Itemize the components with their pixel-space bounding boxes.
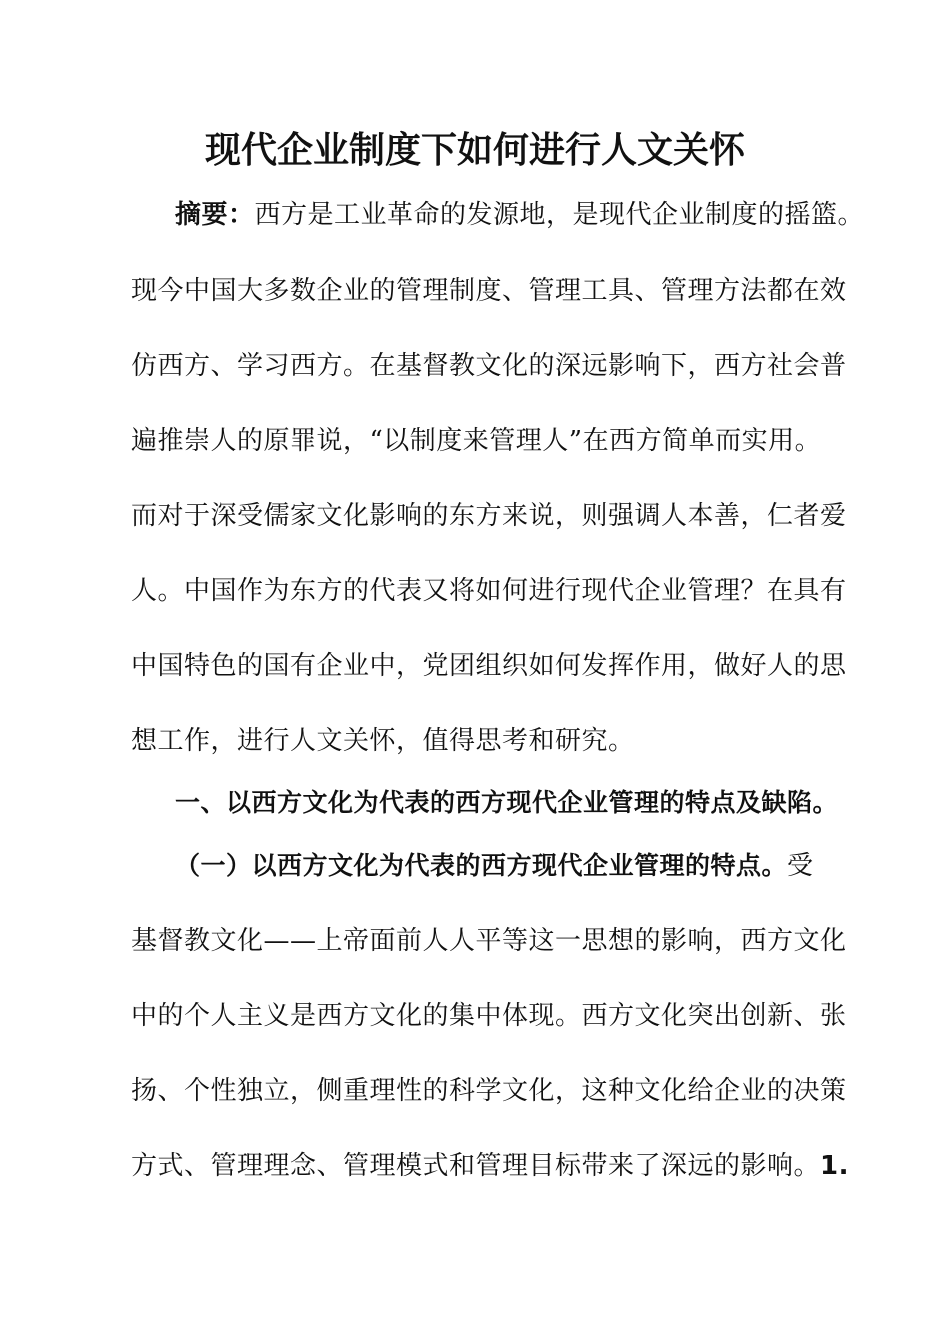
- abstract-line: 中国特色的国有企业中，党团组织如何发挥作用，做好人的思: [131, 651, 847, 681]
- subsection-first-tail: 受: [787, 851, 814, 881]
- abstract-label: 摘要：: [175, 200, 255, 230]
- body-line-last: [131, 1148, 849, 1184]
- document-title: 现代企业制度下如何进行人文关怀: [204, 130, 745, 171]
- abstract-line: 现今中国大多数企业的管理制度、管理工具、管理方法都在效: [131, 276, 847, 306]
- subsection-heading: （一）以西方文化为代表的西方现代企业管理的特点。: [175, 851, 788, 880]
- abstract-line: 人。中国作为东方的代表又将如何进行现代企业管理？在具有: [131, 576, 847, 606]
- abstract-line: 仿西方、学习西方。在基督教文化的深远影响下，西方社会普: [131, 351, 847, 381]
- body-line: 扬、个性独立，侧重理性的科学文化，这种文化给企业的决策: [131, 1076, 847, 1106]
- body-line: 中的个人主义是西方文化的集中体现。西方文化突出创新、张: [131, 1001, 847, 1031]
- abstract-line: 遍推崇人的原罪说，“以制度来管理人”在西方简单而实用。: [131, 426, 822, 456]
- section-heading: 一、以西方文化为代表的西方现代企业管理的特点及缺陷。: [175, 788, 839, 817]
- abstract-first-line: [175, 197, 875, 233]
- body-line: 基督教文化——上帝面前人人平等这一思想的影响，西方文化: [131, 926, 847, 956]
- abstract-first-text: 西方是工业革命的发源地，是现代企业制度的摇篮。: [254, 200, 865, 230]
- abstract-line: 而对于深受儒家文化影响的东方来说，则强调人本善，仁者爱: [131, 501, 847, 531]
- subsection-first-line: [175, 848, 875, 884]
- abstract-line: 想工作，进行人文关怀，值得思考和研究。: [131, 726, 635, 756]
- list-number: 1.: [820, 1151, 849, 1181]
- body-line-text: 方式、管理理念、管理模式和管理目标带来了深远的影响。: [131, 1151, 821, 1181]
